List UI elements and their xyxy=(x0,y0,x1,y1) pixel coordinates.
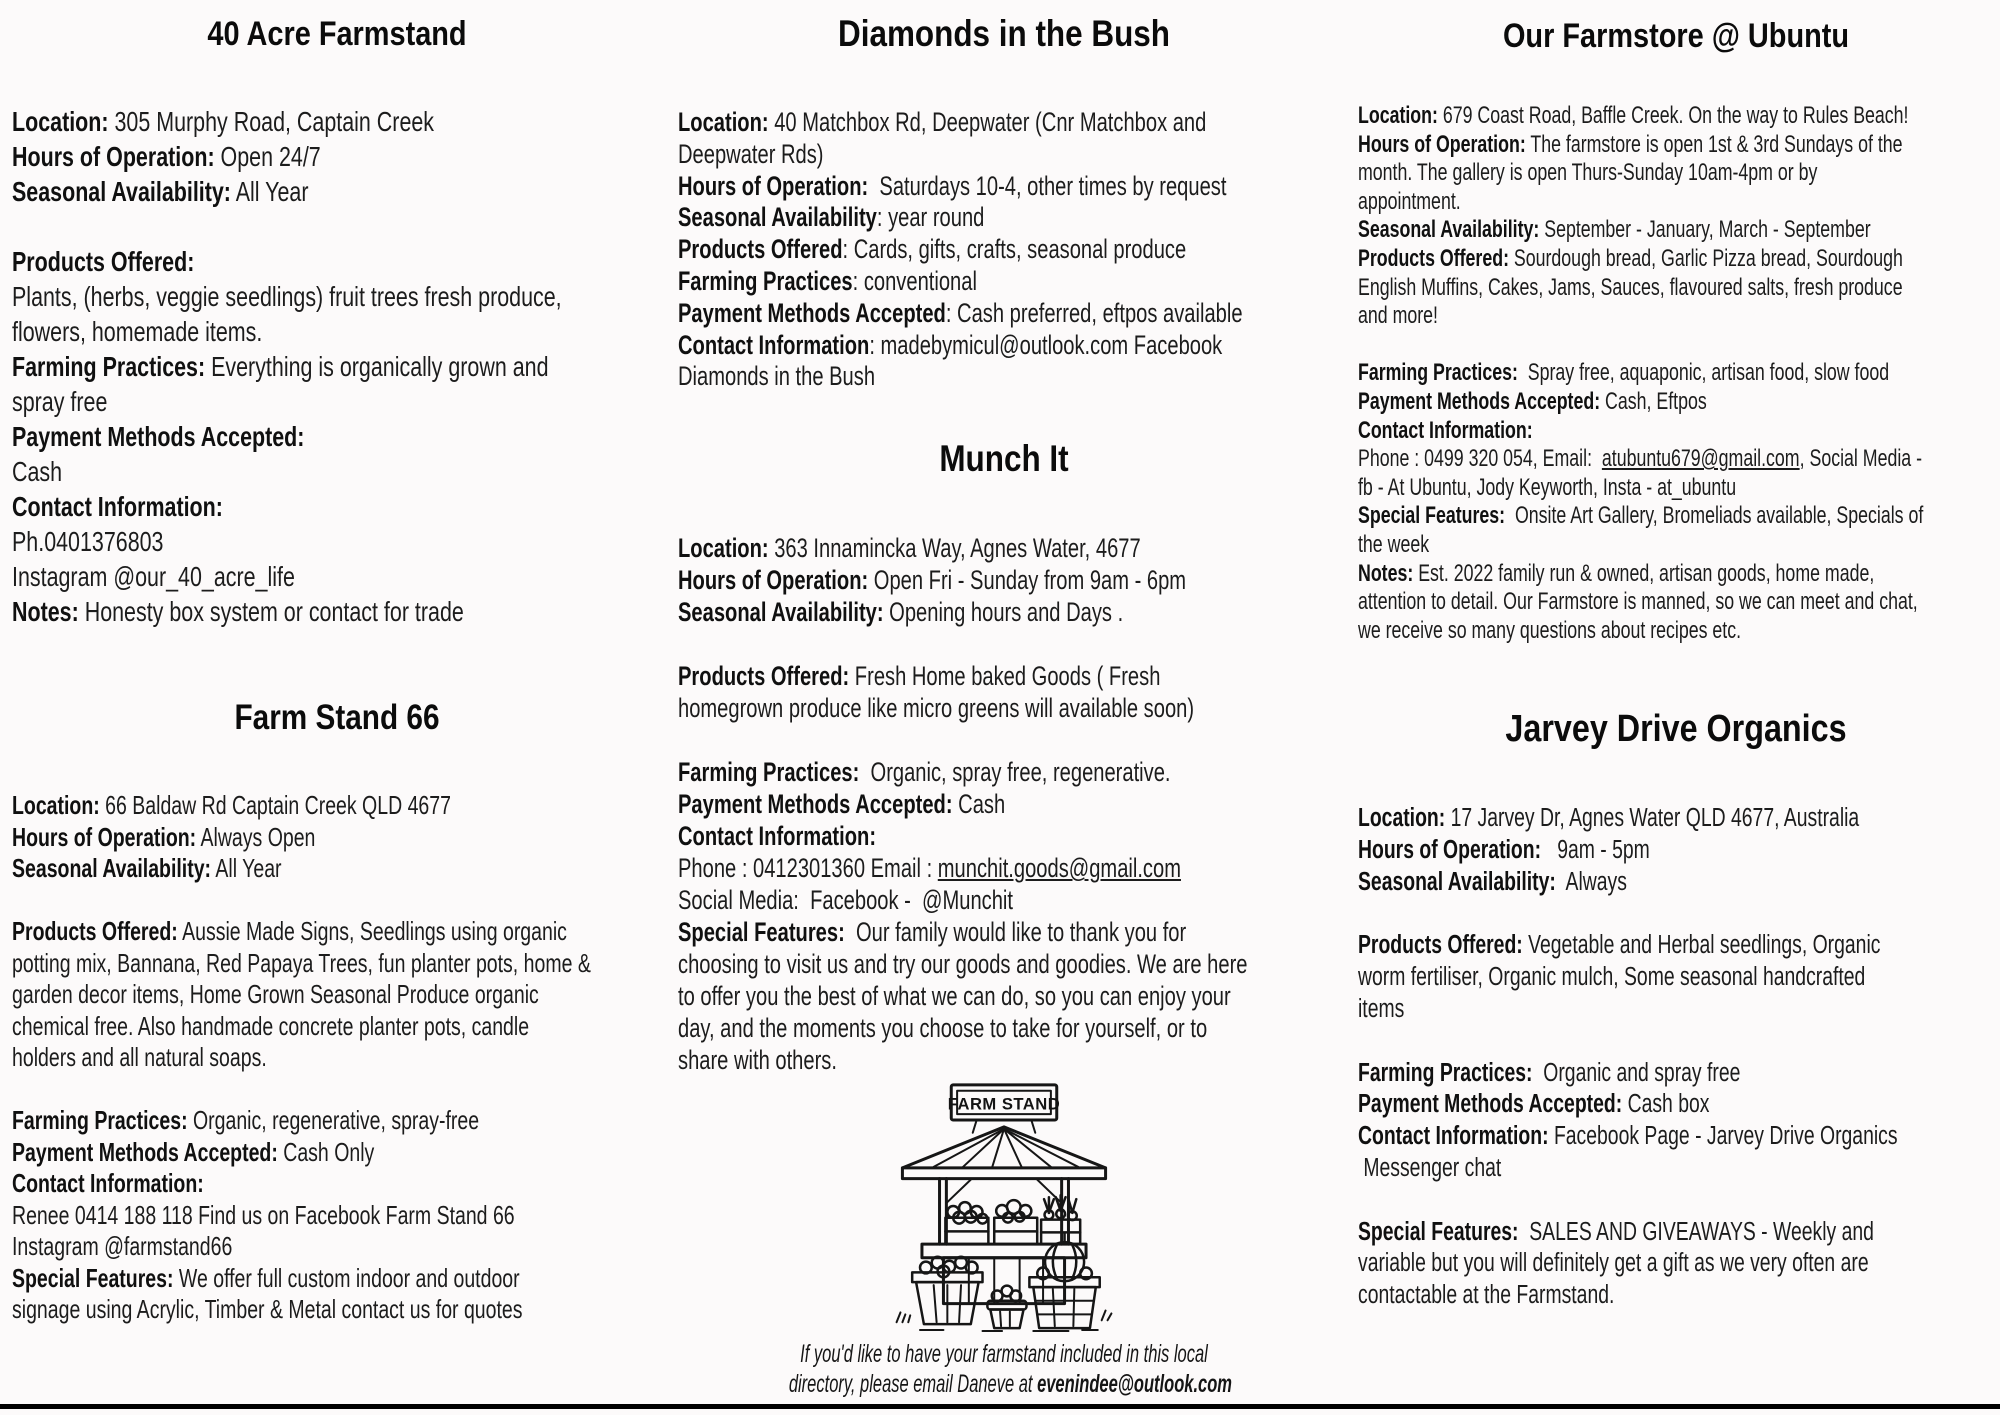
text-line xyxy=(1358,445,1923,474)
text-line xyxy=(1358,617,1829,646)
text-line xyxy=(678,202,1174,234)
text-line xyxy=(12,1199,515,1232)
text-line xyxy=(12,1137,500,1169)
text-line xyxy=(678,1012,1208,1044)
footer-text: directory, please email Daneve at xyxy=(788,1370,1038,1399)
field-label: Hours of Operation: xyxy=(1358,130,1526,158)
field-label: Location: xyxy=(12,790,100,820)
text-line xyxy=(678,692,1195,724)
text-line xyxy=(678,660,1174,692)
text-line xyxy=(678,756,1174,788)
text-span: 66 Baldaw Rd Captain Creek QLD 4677 xyxy=(99,790,451,820)
text-line xyxy=(12,1168,500,1200)
field-label: Contact Information: xyxy=(12,491,223,522)
footer-text: If you'd like to have your farmstand included in this local xyxy=(800,1340,1208,1369)
field-label: Notes: xyxy=(1358,559,1414,587)
text-line xyxy=(1358,474,1829,503)
text-span: to offer you the best of what we can do, so you can enjoy your xyxy=(678,981,1231,1012)
field-label: Hours of Operation: xyxy=(12,141,215,172)
text-span: 679 Coast Road, Baffle Creek. On the way to Rules Beach! xyxy=(1437,102,1909,129)
blank-line xyxy=(1358,1026,1841,1058)
email-link[interactable]: munchit.goods@gmail.com xyxy=(937,853,1181,884)
text-span: worm fertiliser, Organic mulch, Some seasonal handcrafted xyxy=(1358,963,1866,992)
text-span: All Year xyxy=(211,853,282,883)
text-span: Cash, Eftpos xyxy=(1600,387,1707,415)
field-label: Special Features: xyxy=(678,917,845,948)
blank-line xyxy=(1358,899,1841,931)
field-label: Payment Methods Accepted xyxy=(678,297,946,328)
text-line xyxy=(1358,359,1890,388)
text-line xyxy=(678,266,1174,298)
text-span: Fresh Home baked Goods ( Fresh xyxy=(849,661,1161,692)
text-line xyxy=(12,384,519,419)
text-span: attention to detail. Our Farmstore is manned, so we can meet and chat, xyxy=(1358,588,1918,616)
text-line xyxy=(12,419,519,454)
text-line xyxy=(678,234,1187,266)
text-span: homegrown produce like micro greens will available soon) xyxy=(678,693,1195,724)
section-our-farmstore-ubuntu xyxy=(1358,16,1994,645)
text-line xyxy=(678,884,1174,916)
text-line xyxy=(1358,930,1881,962)
field-label: Products Offered: xyxy=(678,661,850,692)
field-label: Seasonal Availability: xyxy=(12,176,231,207)
text-span: Opening hours and Days . xyxy=(883,597,1124,628)
text-line xyxy=(12,279,562,314)
field-label: Payment Methods Accepted: xyxy=(12,1136,278,1167)
text-span: : madebymicul@outlook.com Facebook xyxy=(869,329,1223,360)
text-span: month. The gallery is open Thurs-Sunday 10am-4pm or by xyxy=(1358,159,1818,187)
text-line xyxy=(12,979,539,1011)
apple-basket xyxy=(912,1257,982,1324)
text-line xyxy=(12,524,519,559)
text-span: garden decor items, Home Grown Seasonal Produce organic xyxy=(12,979,539,1009)
text-span: and more! xyxy=(1358,302,1438,330)
text-line xyxy=(678,916,1187,948)
text-span: share with others. xyxy=(678,1045,837,1076)
text-line xyxy=(678,139,1174,171)
text-span: fb - At Ubuntu, Jody Keyworth, Insta - at_ubuntu xyxy=(1358,473,1737,501)
text-span: Instagram @our_40_acre_life xyxy=(12,561,295,592)
text-span: : Cards, gifts, crafts, seasonal produce xyxy=(842,234,1187,265)
field-label: Seasonal Availability: xyxy=(678,597,884,628)
text-line xyxy=(678,361,1174,393)
field-label: Products Offered: xyxy=(1358,244,1509,272)
blank-line xyxy=(12,209,519,244)
text-line xyxy=(12,1010,530,1043)
text-span: All Year xyxy=(230,176,309,207)
text-span: Organic, regenerative, spray-free xyxy=(187,1105,480,1135)
small-basket xyxy=(987,1286,1026,1328)
text-line xyxy=(12,1231,500,1263)
text-span: SALES AND GIVEAWAYS - Weekly and xyxy=(1518,1217,1874,1246)
farm-stand-illustration xyxy=(678,1080,1330,1337)
text-line xyxy=(12,790,500,822)
field-label: Special Features: xyxy=(1358,1217,1519,1246)
text-span: Saturdays 10-4, other times by request xyxy=(868,170,1227,201)
section-40-acre-farmstand xyxy=(12,14,662,629)
text-line xyxy=(1358,994,1841,1026)
field-label: Special Features: xyxy=(1358,502,1506,530)
text-line xyxy=(1358,588,1918,617)
text-span: 363 Innamincka Way, Agnes Water, 4677 xyxy=(768,533,1141,564)
section-title: Diamonds in the Bush xyxy=(837,13,1170,54)
text-line xyxy=(12,349,549,384)
field-label: Seasonal Availability: xyxy=(12,853,212,883)
text-line xyxy=(12,139,519,174)
text-line xyxy=(1358,130,1903,160)
text-span: Sourdough bread, Garlic Pizza bread, Sourdough xyxy=(1508,244,1903,272)
section-title: Farm Stand 66 xyxy=(234,698,440,737)
section-title: Jarvey Drive Organics xyxy=(1505,708,1847,751)
blank-line xyxy=(12,885,500,917)
text-line xyxy=(678,1044,1174,1076)
text-line xyxy=(1358,867,1841,899)
text-span: Renee 0414 188 118 Find us on Facebook Farm Stand 66 xyxy=(12,1199,515,1230)
text-span: Social Media: Facebook - @Munchit xyxy=(678,885,1014,916)
text-span: Organic, spray free, regenerative. xyxy=(859,757,1171,788)
text-span: Everything is organically grown and xyxy=(205,351,549,382)
text-span: Open Fri - Sunday from 9am - 6pm xyxy=(868,565,1187,596)
field-label: Location: xyxy=(1358,804,1446,833)
text-line xyxy=(678,297,1243,330)
text-span: Aussie Made Signs, Seedlings using organic xyxy=(177,916,567,946)
field-label: Products Offered: xyxy=(12,246,195,277)
field-label: Payment Methods Accepted: xyxy=(1358,387,1601,415)
text-line xyxy=(12,853,500,885)
text-span: September - January, March - September xyxy=(1539,216,1871,244)
field-label: Payment Methods Accepted: xyxy=(678,789,953,820)
text-line xyxy=(12,314,519,349)
pumpkin-barrel xyxy=(1029,1234,1099,1329)
text-span: Organic and spray free xyxy=(1532,1058,1741,1087)
text-span: Honesty box system or contact for trade xyxy=(78,596,464,627)
field-label: Seasonal Availability: xyxy=(1358,867,1556,896)
text-span: items xyxy=(1358,995,1405,1024)
text-span: Phone : 0499 320 054, Email: xyxy=(1358,445,1602,473)
text-line xyxy=(678,170,1227,203)
text-span: Diamonds in the Bush xyxy=(678,361,876,392)
section-munch-it xyxy=(678,437,1330,1076)
field-label: Payment Methods Accepted: xyxy=(1358,1090,1623,1119)
text-line xyxy=(1358,962,1866,994)
text-line xyxy=(678,532,1174,564)
text-span: Cash box xyxy=(1622,1090,1710,1119)
text-line xyxy=(678,788,1174,820)
text-line xyxy=(1358,502,1924,531)
field-label: Farming Practices: xyxy=(1358,359,1518,387)
roof xyxy=(902,1127,1105,1179)
text-line xyxy=(12,1262,520,1295)
footer-note xyxy=(678,1339,1330,1399)
text-line xyxy=(1358,159,1829,188)
text-span: appointment. xyxy=(1358,187,1461,215)
field-label: Seasonal Availability: xyxy=(1358,216,1540,244)
field-label: Payment Methods Accepted: xyxy=(12,421,305,452)
column-right xyxy=(1358,0,1994,1404)
text-line xyxy=(1358,273,1903,303)
field-label: Farming Practices: xyxy=(12,1105,188,1135)
text-span: 40 Matchbox Rd, Deepwater (Cnr Matchbox and xyxy=(768,107,1207,137)
blank-line xyxy=(12,1074,500,1106)
text-line xyxy=(12,594,519,629)
field-label: Hours of Operation: xyxy=(12,821,197,852)
text-line xyxy=(678,329,1223,362)
blank-line xyxy=(1358,1185,1841,1217)
field-label: Location: xyxy=(12,106,109,137)
blank-line xyxy=(1358,331,1829,360)
text-line xyxy=(678,852,1181,884)
field-label: Hours of Operation: xyxy=(678,170,869,201)
text-line xyxy=(1358,302,1829,331)
footer-email: evenindee@outlook.com xyxy=(1037,1370,1232,1399)
text-line xyxy=(1358,835,1841,867)
field-label: Notes: xyxy=(12,596,79,627)
text-span: 9am - 5pm xyxy=(1541,836,1650,865)
text-line xyxy=(678,564,1187,596)
text-line xyxy=(12,1042,500,1074)
text-line xyxy=(12,489,519,524)
text-line xyxy=(1358,803,1860,835)
text-span: holders and all natural soaps. xyxy=(12,1042,267,1072)
section-farm-stand-66 xyxy=(12,697,662,1326)
text-span: choosing to visit us and try our goods and goodies. We are here xyxy=(678,949,1248,980)
footer-line-2 xyxy=(788,1369,1232,1399)
text-span: Cash Only xyxy=(277,1136,375,1167)
section-title: 40 Acre Farmstand xyxy=(207,15,467,53)
field-label: Location: xyxy=(678,107,769,137)
text-span: Est. 2022 family run & owned, artisan goods, home made, xyxy=(1413,559,1875,587)
field-label: Special Features: xyxy=(12,1262,174,1293)
field-label: Farming Practices xyxy=(678,265,853,296)
field-label: Seasonal Availability xyxy=(678,202,877,233)
text-span: Cash xyxy=(952,789,1006,820)
text-span: Facebook Page - Jarvey Drive Organics xyxy=(1548,1122,1898,1151)
text-line xyxy=(12,916,567,948)
field-label: Products Offered: xyxy=(12,916,178,946)
text-span: : year round xyxy=(876,202,985,233)
text-line xyxy=(1358,531,1829,560)
text-span: Open 24/7 xyxy=(214,141,321,172)
section-title: Munch It xyxy=(939,438,1069,480)
text-line xyxy=(1358,244,1903,274)
produce-crates xyxy=(945,1195,1080,1244)
field-label: Farming Practices: xyxy=(678,757,860,788)
text-line xyxy=(1358,1153,1841,1185)
field-label: Contact Information xyxy=(678,329,870,360)
text-span: : Cash preferred, eftpos available xyxy=(945,297,1243,328)
blank-line xyxy=(678,724,1174,756)
email-link[interactable]: atubuntu679@gmail.com xyxy=(1601,445,1800,473)
text-line xyxy=(1358,216,1871,245)
field-label: Farming Practices: xyxy=(12,351,206,382)
text-span: Deepwater Rds) xyxy=(678,138,824,169)
text-span: We offer full custom indoor and outdoor xyxy=(173,1262,520,1293)
text-span: Phone : 0412301360 Email : xyxy=(678,853,938,884)
text-span: the week xyxy=(1358,530,1430,558)
field-label: Hours of Operation: xyxy=(678,565,869,596)
footer-line-1 xyxy=(789,1339,1219,1369)
text-span: English Muffins, Cakes, Jams, Sauces, flavoured salts, fresh produce xyxy=(1358,273,1903,301)
text-line xyxy=(1358,1058,1841,1090)
text-line xyxy=(1358,1089,1841,1121)
field-label: Contact Information: xyxy=(12,1168,204,1198)
text-line xyxy=(12,822,500,854)
text-line xyxy=(678,107,1207,139)
text-line xyxy=(1358,188,1829,217)
text-span: Our family would like to thank you for xyxy=(844,917,1187,948)
text-span: potting mix, Bannana, Red Papaya Trees, fun planter pots, home & xyxy=(12,947,591,978)
text-line xyxy=(12,1105,500,1137)
field-label: Products Offered: xyxy=(1358,931,1523,960)
field-label: Farming Practices: xyxy=(1358,1058,1533,1087)
text-line xyxy=(12,1294,523,1326)
text-span: Messenger chat xyxy=(1358,1154,1502,1183)
text-line xyxy=(1358,417,1829,446)
text-line xyxy=(678,596,1174,628)
text-span: Spray free, aquaponic, artisan food, slow food xyxy=(1517,359,1890,387)
text-span: : conventional xyxy=(852,265,977,296)
text-line xyxy=(1358,102,1909,131)
text-span: Always Open xyxy=(196,821,316,852)
text-span: Vegetable and Herbal seedlings, Organic xyxy=(1522,931,1881,960)
bottom-border-line xyxy=(0,1404,2000,1409)
text-line xyxy=(1358,1248,1869,1280)
text-line xyxy=(1358,1280,1841,1312)
text-line xyxy=(12,104,519,139)
section-title: Our Farmstore @ Ubuntu xyxy=(1502,17,1850,55)
text-line xyxy=(678,980,1231,1012)
text-line xyxy=(678,948,1248,980)
text-span: Always xyxy=(1555,867,1627,896)
text-line xyxy=(1358,1121,1898,1153)
field-label: Contact Information: xyxy=(678,821,877,852)
text-span: contactable at the Farmstand. xyxy=(1358,1281,1615,1310)
text-line xyxy=(1358,1217,1874,1249)
text-span: Plants, (herbs, veggie seedlings) fruit trees fresh produce, xyxy=(12,281,562,312)
text-span: Instagram @farmstand66 xyxy=(12,1231,233,1261)
text-line xyxy=(678,820,1174,852)
text-line xyxy=(12,947,591,980)
text-line xyxy=(12,244,519,279)
text-span: The farmstore is open 1st & 3rd Sundays of the xyxy=(1525,130,1903,158)
text-span: , Social Media - xyxy=(1799,445,1923,473)
field-label: Location: xyxy=(1358,102,1438,129)
text-span: flowers, homemade items. xyxy=(12,316,263,347)
field-label: Location: xyxy=(678,533,769,564)
text-line xyxy=(12,559,519,594)
text-span: we receive so many questions about recipes etc. xyxy=(1358,616,1742,644)
section-diamonds-in-the-bush xyxy=(678,12,1330,393)
text-line xyxy=(12,454,519,489)
text-line xyxy=(1358,388,1829,417)
section-jarvey-drive-organics xyxy=(1358,707,1994,1312)
text-span: spray free xyxy=(12,386,108,417)
text-line xyxy=(12,174,519,209)
text-span: signage using Acrylic, Timber & Metal contact us for quotes xyxy=(12,1294,523,1324)
text-span: Onsite Art Gallery, Bromeliads available, Specials of xyxy=(1505,502,1924,530)
column-left xyxy=(12,0,662,1404)
text-span: day, and the moments you choose to take for yourself, or to xyxy=(678,1013,1208,1044)
text-span: Ph.0401376803 xyxy=(12,526,164,557)
text-span: chemical free. Also handmade concrete planter pots, candle xyxy=(12,1010,530,1041)
text-span: variable but you will definitely get a gift as we very often are xyxy=(1358,1249,1869,1278)
field-label: Contact Information: xyxy=(1358,416,1533,444)
blank-line xyxy=(678,628,1174,660)
field-label: Hours of Operation: xyxy=(1358,836,1542,865)
text-line xyxy=(1358,559,1875,589)
sign-text: FARM STAND xyxy=(947,1094,1061,1114)
text-span: Cash xyxy=(12,456,63,487)
text-span: 305 Murphy Road, Captain Creek xyxy=(108,106,435,137)
field-label: Contact Information: xyxy=(1358,1122,1549,1151)
text-span: 17 Jarvey Dr, Agnes Water QLD 4677, Australia xyxy=(1445,804,1860,833)
column-center xyxy=(678,0,1330,1404)
field-label: Products Offered xyxy=(678,234,843,265)
